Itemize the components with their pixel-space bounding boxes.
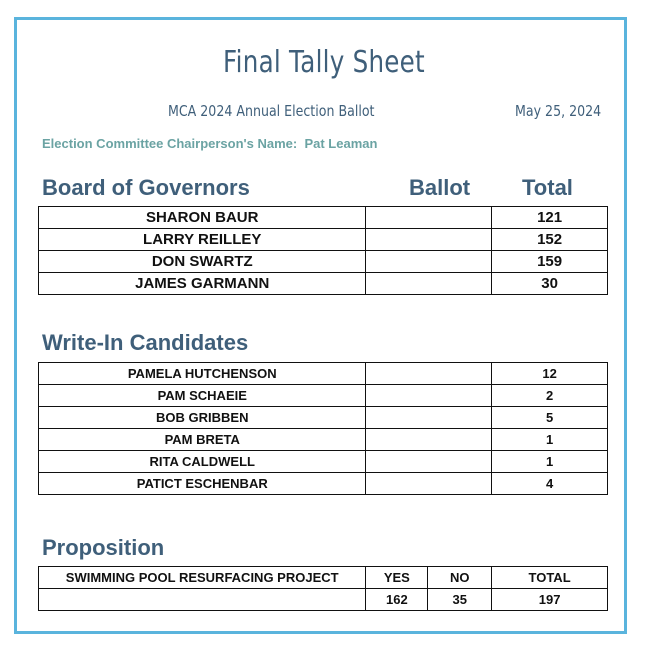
table-row — [39, 251, 608, 273]
ballot-cell — [366, 229, 492, 251]
candidate-name: DON SWARTZ — [39, 251, 366, 273]
yes-header: YES — [366, 567, 428, 589]
proposition-heading: Proposition — [42, 535, 165, 560]
candidate-name: RITA CALDWELL — [39, 451, 366, 473]
ballot-subtitle: MCA 2024 Annual Election Ballot — [168, 102, 375, 120]
writein-heading: Write-In Candidates — [42, 330, 249, 355]
ballot-cell — [366, 451, 492, 473]
total-cell: 152 — [492, 229, 608, 251]
candidate-name: PATICT ESCHENBAR — [39, 473, 366, 495]
chairperson-label: Election Committee Chairperson's Name: — [42, 136, 298, 151]
ballot-cell — [366, 473, 492, 495]
total-cell: 2 — [492, 385, 608, 407]
ballot-cell — [366, 251, 492, 273]
ballot-cell — [366, 273, 492, 295]
total-column-header: Total — [522, 175, 573, 200]
total-cell: 4 — [492, 473, 608, 495]
total-cell: 1 — [492, 429, 608, 451]
writein-table — [38, 362, 608, 495]
candidate-name: SHARON BAUR — [39, 207, 366, 229]
table-row — [39, 473, 608, 495]
ballot-date: May 25, 2024 — [515, 102, 602, 120]
table-row — [39, 589, 608, 611]
candidate-name: PAM BRETA — [39, 429, 366, 451]
table-row — [39, 567, 608, 589]
ballot-cell — [366, 385, 492, 407]
page-title: Final Tally Sheet — [223, 45, 425, 80]
candidate-name: BOB GRIBBEN — [39, 407, 366, 429]
table-row — [39, 451, 608, 473]
ballot-cell — [366, 207, 492, 229]
proposition-label-cell — [39, 589, 366, 611]
table-row — [39, 363, 608, 385]
candidate-name: JAMES GARMANN — [39, 273, 366, 295]
no-header: NO — [428, 567, 492, 589]
table-row — [39, 207, 608, 229]
candidate-name: PAM SCHAEIE — [39, 385, 366, 407]
total-cell: 5 — [492, 407, 608, 429]
ballot-column-header: Ballot — [409, 175, 471, 200]
table-row — [39, 273, 608, 295]
proposition-item: SWIMMING POOL RESURFACING PROJECT — [39, 567, 366, 589]
board-table — [38, 206, 608, 295]
proposition-table — [38, 566, 608, 611]
ballot-cell — [366, 429, 492, 451]
total-count: 197 — [492, 589, 608, 611]
chairperson-line — [42, 136, 377, 151]
chairperson-name: Pat Leaman — [304, 136, 378, 151]
ballot-cell — [366, 407, 492, 429]
table-row — [39, 429, 608, 451]
total-header: TOTAL — [492, 567, 608, 589]
table-row — [39, 385, 608, 407]
total-cell: 12 — [492, 363, 608, 385]
ballot-cell — [366, 363, 492, 385]
candidate-name: LARRY REILLEY — [39, 229, 366, 251]
total-cell: 159 — [492, 251, 608, 273]
total-cell: 1 — [492, 451, 608, 473]
table-row — [39, 229, 608, 251]
total-cell: 30 — [492, 273, 608, 295]
yes-count: 162 — [366, 589, 428, 611]
table-row — [39, 407, 608, 429]
board-heading: Board of Governors — [42, 175, 250, 200]
total-cell: 121 — [492, 207, 608, 229]
candidate-name: PAMELA HUTCHENSON — [39, 363, 366, 385]
no-count: 35 — [428, 589, 492, 611]
